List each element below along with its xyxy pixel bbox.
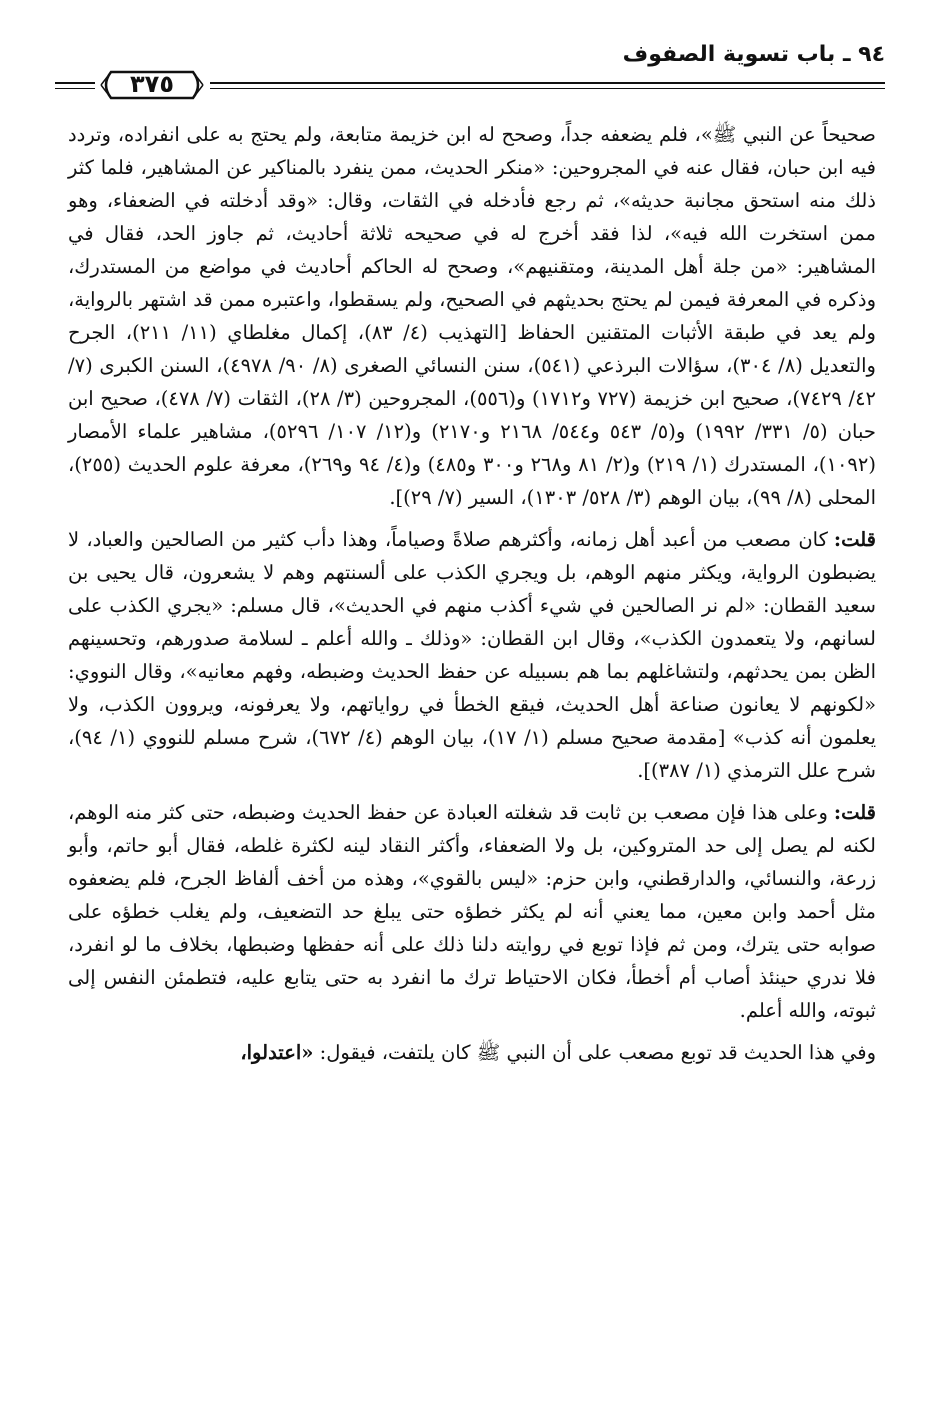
header-rule-right-thin bbox=[210, 88, 885, 89]
chapter-title: ٩٤ ـ باب تسوية الصفوف bbox=[622, 42, 885, 67]
page-header bbox=[55, 30, 885, 100]
header-rule-right-thick bbox=[210, 82, 885, 84]
paragraph-2 bbox=[68, 523, 876, 787]
paragraph-text: وفي هذا الحديث قد توبع مصعب على أن النبي ﷺ كان يلتفت، فيقول: bbox=[319, 1041, 876, 1064]
body-text bbox=[68, 118, 876, 1078]
page-number-frame bbox=[97, 66, 207, 104]
paragraph-text: صحيحاً عن النبي ﷺ»، فلم يضعفه جداً، وصحح له ابن خزيمة متابعة، ولم يحتج به على انفراده، وتردد فيه ابن حبان، فقال عنه في المجروحين: «منكر الحديث، ممن ينفرد بالمناكير عن المشاهير، فلما كثر ذلك منه استحق مجانبة حديثه»، ثم رجع فأدخله في الثقات، وقال: «وقد أدخلته في الضعفاء، وهو ممن استخرت الله فيه»، لذا فقد أخرج له في صحيحه ثلاثة أحاديث، ثم جاوز الحد، فقال في المشاهير: «من جلة أهل المدينة، ومتقنيهم»، وصحح له الحاكم أحاديث في مواضع من المستدرك، وذكره في المعرفة فيمن لم يحتج بحديثهم في الصحيح، ولم يسقطوا، واعتبره ممن قد اشتهر بالرواية، ولم يعد في طبقة الأثبات المتقنين الحفاظ [التهذيب (٤/ ٨٣)، إكمال مغلطاي (١١/ ٢١١)، الجرح والتعديل (٨/ ٣٠٤)، سؤالات البرذعي (٥٤١)، سنن النسائي الصغرى (٨/ ٩٠/ ٤٩٧٨)، السنن الكبرى (٧/ ٤٢/ ٧٤٢٩)، صحيح ابن خزيمة (٧٢٧ و١٧١٢) و(٥٥٦)، المجروحين (٣/ ٢٨)، الثقات (٧/ ٤٧٨)، صحيح ابن حبان (٥/ ٣٣١/ ١٩٩٢) و(٥/ ٥٤٣ و٥٤٤/ ٢١٦٨ و٢١٧٠) و(١٢/ ١٠٧/ ٥٢٩٦)، مشاهير علماء الأمصار (١٠٩٢)، المستدرك (١/ ٢١٩) و(٢/ ٨١ و٢٦٨ و٣٠٠ و٤٨٥) و(٤/ ٩٤ و٢٦٩)، معرفة علوم الحديث (٢٥٥)، المحلى (٨/ ٩٩)، بيان الوهم (٣/ ٥٢٨/ ١٣٠٣)، السير (٧/ ٢٩)]. bbox=[68, 123, 877, 509]
paragraph-lead: قلت: bbox=[833, 801, 876, 824]
header-rule-left-thick bbox=[55, 82, 95, 84]
paragraph-emphasis: «اعتدلوا، bbox=[240, 1041, 314, 1064]
paragraph-lead: قلت: bbox=[833, 528, 876, 551]
paragraph-1 bbox=[68, 118, 876, 514]
page-number: ٣٧٥ bbox=[130, 70, 174, 98]
header-rule-left-thin bbox=[55, 88, 95, 89]
paragraph-text: وعلى هذا فإن مصعب بن ثابت قد شغلته العبادة عن حفظ الحديث وضبطه، حتى كثر منه الوهم، لكنه لم يصل إلى حد المتروكين، بل ولا الضعفاء، وأكثر النقاد لينه لكثرة غلطه، فقال أبو حاتم، وأبو زرعة، والنسائي، والدارقطني، وابن حزم: «ليس بالقوي»، وهذه من أخف ألفاظ الجرح، فلم يضعفوه مثل أحمد وابن معين، مما يعني أنه لم يكثر خطؤه حتى يبلغ حد التضعيف، ولم يغلب خطؤه على صوابه حتى يترك، ومن ثم فإذا توبع في روايته دلنا ذلك على أنه حفظها وضبطها، بخلاف ما لو انفرد، فلا ندري حينئذ أصاب أم أخطأ، فكان الاحتياط ترك ما انفرد به حتى يتابع عليه، فتطمئن النفس إلى ثبوته، والله أعلم. bbox=[68, 801, 876, 1022]
paragraph-text: كان مصعب من أعبد أهل زمانه، وأكثرهم صلاةً وصياماً، وهذا دأب كثير من الصالحين والعباد، لا يضبطون الرواية، ويكثر منهم الوهم، بل ويجري الكذب على ألسنتهم وهم لا يشعرون، قال يحيى بن سعيد القطان: «لم نر الصالحين في شيء أكذب منهم في الحديث»، قال مسلم: «يجري الكذب على لسانهم، ولا يتعمدون الكذب»، وقال ابن القطان: «وذلك ـ والله أعلم ـ لسلامة صدورهم، وتحسينهم الظن بمن يحدثهم، ولتشاغلهم بما هم بسبيله عن حفظ الحديث وضبطه، وفهم معانيه»، وقال النووي: «لكونهم لا يعانون صناعة أهل الحديث، فيقع الخطأ في رواياتهم، ولا يعرفونه، ويروون الكذب، ولا يعلمون أنه كذب» [مقدمة صحيح مسلم (١/ ١٧)، بيان الوهم (٤/ ٦٧٢)، شرح مسلم للنووي (١/ ٩٤)، شرح علل الترمذي (١/ ٣٨٧)]. bbox=[68, 528, 876, 782]
paragraph-3 bbox=[68, 796, 876, 1027]
paragraph-4 bbox=[68, 1036, 876, 1069]
